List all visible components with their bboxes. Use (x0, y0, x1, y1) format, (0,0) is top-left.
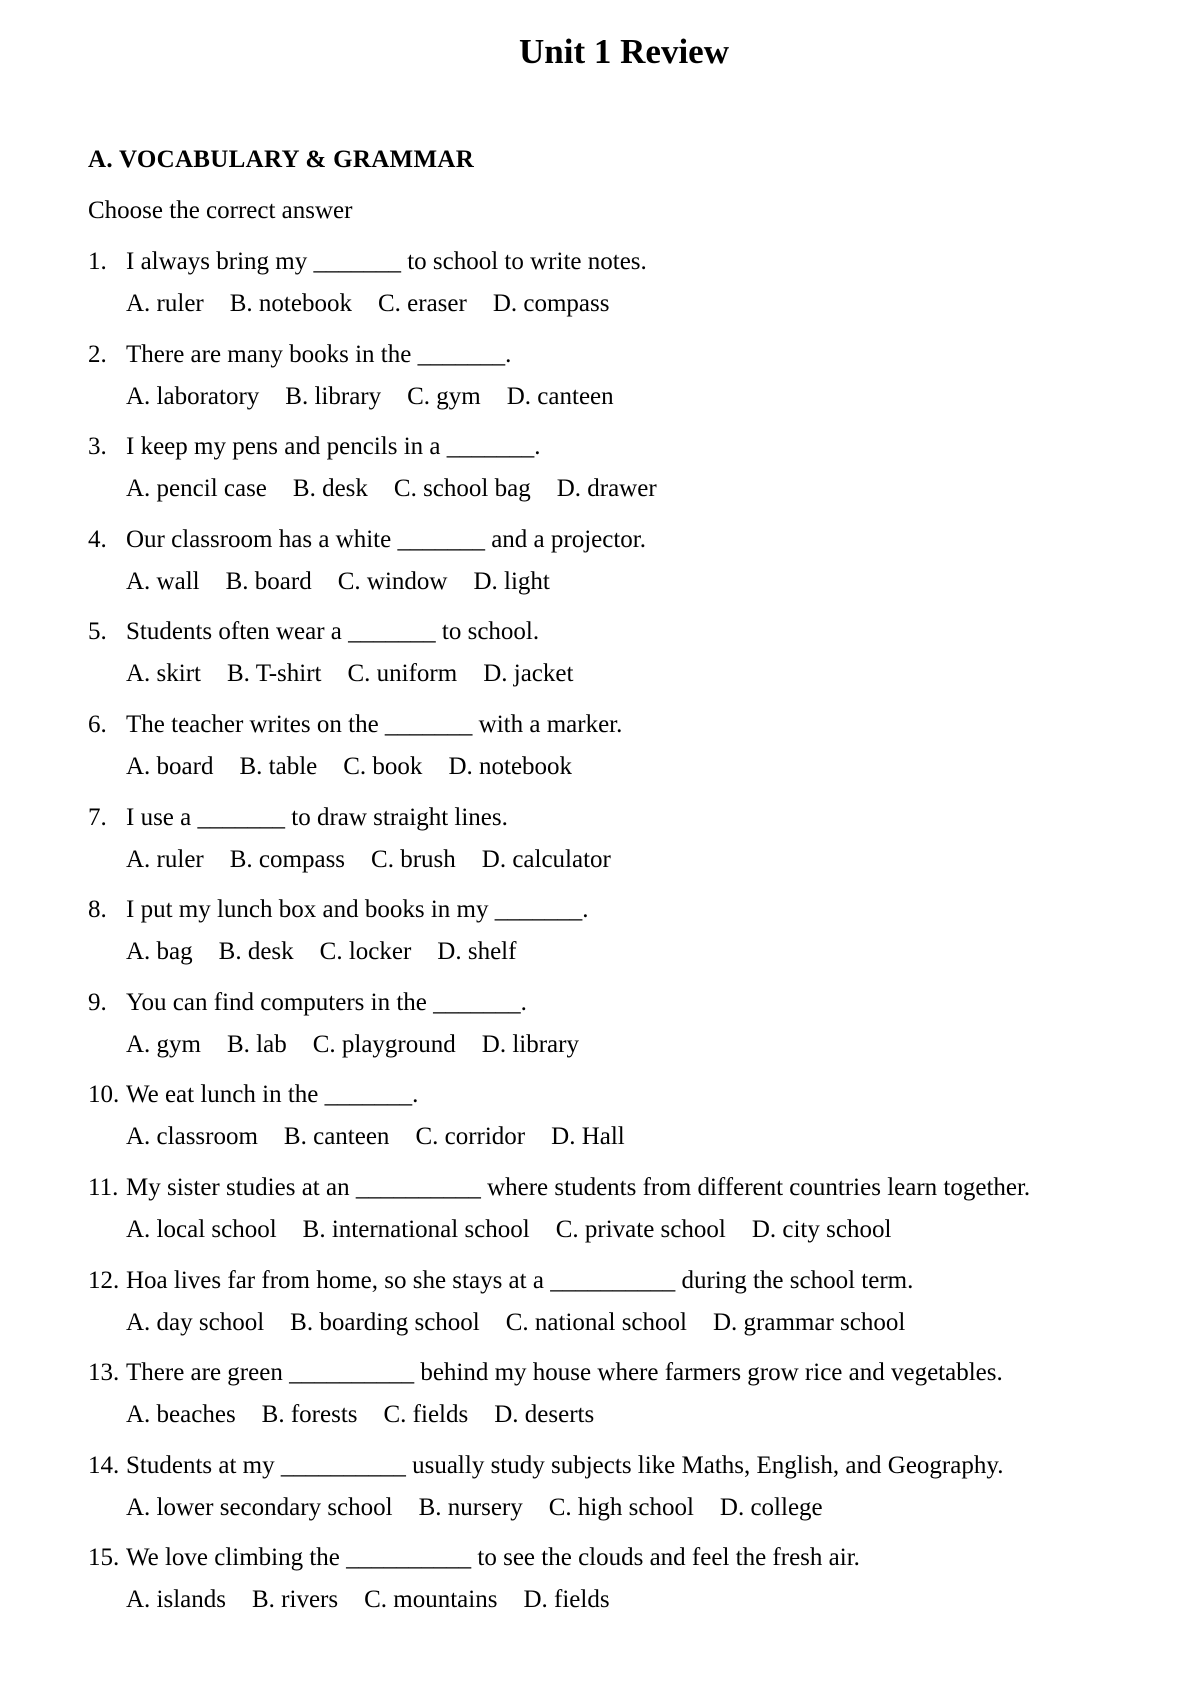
question-number: 13. (88, 1359, 120, 1387)
answer-option[interactable]: B. board (225, 567, 312, 595)
answer-options (126, 843, 637, 877)
answer-option[interactable]: A. day school (126, 1308, 265, 1336)
answer-options (126, 935, 542, 969)
answer-option[interactable]: C. locker (319, 938, 412, 966)
answer-option[interactable]: A. ruler (126, 290, 204, 317)
answer-option[interactable]: A. board (126, 752, 214, 780)
answer-option[interactable]: C. corridor (415, 1123, 526, 1151)
answer-option[interactable]: A. bag (126, 938, 193, 966)
question-item (88, 615, 1188, 708)
answer-option[interactable]: D. canteen (506, 382, 614, 410)
question-line (88, 1264, 913, 1298)
question-line (88, 1356, 1003, 1390)
answer-option[interactable]: A. ruler (126, 845, 204, 873)
question-item (88, 245, 1188, 338)
question-text: We love climbing the __________ to see the clouds and feel the fresh air. (126, 1544, 860, 1572)
answer-option[interactable]: C. fields (383, 1401, 469, 1429)
answer-option[interactable]: D. library (481, 1030, 579, 1058)
answer-option[interactable]: C. high school (548, 1493, 694, 1521)
question-number: 12. (88, 1266, 120, 1294)
answer-option[interactable]: C. mountains (364, 1586, 498, 1614)
question-text: You can find computers in the _______. (126, 988, 527, 1016)
question-text: Our classroom has a white _______ and a projector. (126, 525, 647, 553)
answer-option[interactable]: D. college (719, 1493, 823, 1521)
answer-option[interactable]: B. compass (229, 845, 346, 873)
answer-option[interactable]: C. gym (407, 382, 481, 410)
question-text: The teacher writes on the _______ with a marker. (126, 710, 623, 738)
answer-option[interactable]: A. islands (126, 1586, 226, 1614)
answer-option[interactable]: A. laboratory (126, 382, 260, 410)
answer-options (126, 380, 640, 414)
answer-option[interactable]: C. window (337, 567, 448, 595)
question-item (88, 430, 1188, 523)
answer-options (126, 750, 598, 784)
question-line (88, 245, 647, 279)
answer-option[interactable]: A. local school (126, 1215, 277, 1243)
question-line (88, 615, 539, 649)
answer-option[interactable]: D. deserts (494, 1401, 595, 1429)
section-heading: A. VOCABULARY & GRAMMAR (88, 146, 475, 173)
answer-option[interactable]: B. desk (218, 938, 294, 966)
answer-options (126, 1398, 620, 1432)
answer-options (126, 1213, 917, 1247)
question-item (88, 1078, 1188, 1171)
question-line (88, 986, 527, 1020)
question-line (88, 338, 511, 372)
question-line (88, 893, 588, 927)
question-text: We eat lunch in the _______. (126, 1081, 419, 1109)
question-number: 5. (88, 618, 107, 646)
question-text: There are many books in the _______. (126, 340, 512, 368)
answer-option[interactable]: A. classroom (126, 1123, 258, 1151)
answer-options (126, 472, 683, 506)
answer-option[interactable]: B. library (285, 382, 382, 410)
question-item (88, 338, 1188, 431)
answer-option[interactable]: B. desk (292, 475, 368, 503)
answer-option[interactable]: C. uniform (347, 660, 458, 688)
answer-options (126, 1583, 636, 1617)
answer-option[interactable]: B. rivers (252, 1586, 339, 1614)
answer-options (126, 1028, 605, 1062)
answer-option[interactable]: C. book (343, 752, 423, 780)
answer-option[interactable]: D. Hall (551, 1123, 625, 1151)
question-number: 1. (88, 248, 107, 275)
question-list (88, 245, 1188, 1634)
answer-options (126, 1306, 931, 1340)
question-text: I keep my pens and pencils in a _______. (126, 433, 541, 461)
answer-option[interactable]: D. jacket (483, 660, 574, 688)
answer-option[interactable]: C. school bag (393, 475, 531, 503)
question-number: 3. (88, 433, 107, 461)
question-line (88, 1078, 418, 1112)
question-line (88, 523, 646, 557)
question-number: 14. (88, 1451, 120, 1479)
answer-option[interactable]: B. canteen (283, 1123, 390, 1151)
answer-option[interactable]: D. calculator (481, 845, 611, 873)
answer-option[interactable]: B. international school (302, 1215, 530, 1243)
answer-option[interactable]: A. skirt (126, 660, 201, 688)
question-number: 9. (88, 988, 107, 1016)
question-line (88, 801, 508, 835)
answer-option[interactable]: D. fields (523, 1586, 610, 1614)
answer-option[interactable]: C. playground (312, 1030, 456, 1058)
answer-option[interactable]: A. wall (126, 567, 200, 595)
question-item (88, 893, 1188, 986)
answer-option[interactable]: D. drawer (556, 475, 657, 503)
question-text: Students at my __________ usually study subjects like Maths, English, and Geography. (126, 1451, 1004, 1479)
question-line (88, 708, 622, 742)
instruction-text: Choose the correct answer (88, 197, 353, 224)
question-line (88, 430, 541, 464)
answer-option[interactable]: D. light (473, 567, 550, 595)
question-item (88, 1449, 1188, 1542)
question-text: I put my lunch box and books in my _______. (126, 896, 589, 924)
question-item (88, 986, 1188, 1079)
question-number: 6. (88, 710, 107, 738)
answer-option[interactable]: D. notebook (448, 752, 573, 780)
answer-option[interactable]: C. private school (555, 1215, 726, 1243)
question-number: 8. (88, 896, 107, 924)
question-item (88, 708, 1188, 801)
answer-option[interactable]: C. brush (371, 845, 456, 873)
answer-options (126, 657, 599, 691)
answer-option[interactable]: D. city school (751, 1215, 892, 1243)
question-number: 4. (88, 525, 107, 553)
answer-option[interactable]: B. table (239, 752, 318, 780)
question-number: 10. (88, 1081, 120, 1109)
answer-option[interactable]: A. lower secondary school (126, 1493, 393, 1521)
question-text: Hoa lives far from home, so she stays at a __________ during the school term. (126, 1266, 914, 1294)
answer-option[interactable]: D. compass (492, 290, 610, 317)
answer-option[interactable]: A. beaches (126, 1401, 236, 1429)
page-title: Unit 1 Review (519, 32, 729, 71)
question-item (88, 1171, 1188, 1264)
answer-options (126, 565, 576, 599)
answer-option[interactable]: C. national school (505, 1308, 687, 1336)
answer-option[interactable]: B. lab (227, 1030, 287, 1058)
question-item (88, 1541, 1188, 1634)
answer-options (126, 1491, 849, 1525)
question-item (88, 801, 1188, 894)
question-line (88, 1541, 860, 1575)
question-number: 11. (88, 1173, 119, 1201)
answer-option[interactable]: D. grammar school (712, 1308, 906, 1336)
question-item (88, 1356, 1188, 1449)
answer-option[interactable]: B. forests (261, 1401, 358, 1429)
answer-option[interactable]: B. nursery (418, 1493, 523, 1521)
question-text: My sister studies at an __________ where students from different countries learn together. (126, 1173, 1031, 1201)
answer-options (126, 287, 635, 321)
answer-option[interactable]: B. boarding school (290, 1308, 480, 1336)
question-item (88, 1264, 1188, 1357)
answer-option[interactable]: A. gym (126, 1030, 201, 1058)
answer-option[interactable]: D. shelf (437, 938, 517, 966)
question-line (88, 1171, 1030, 1205)
answer-option[interactable]: B. T-shirt (227, 660, 322, 688)
answer-options (126, 1120, 651, 1154)
question-item (88, 523, 1188, 616)
question-number: 15. (88, 1544, 120, 1572)
question-text: There are green __________ behind my house where farmers grow rice and vegetables. (126, 1359, 1003, 1387)
question-text: I always bring my _______ to school to write notes. (126, 248, 647, 275)
question-text: Students often wear a _______ to school. (126, 618, 540, 646)
question-number: 2. (88, 340, 107, 368)
answer-option[interactable]: C. eraser (377, 290, 467, 317)
answer-option[interactable]: B. notebook (229, 290, 352, 317)
question-text: I use a _______ to draw straight lines. (126, 803, 508, 831)
question-line (88, 1449, 1003, 1483)
question-number: 7. (88, 803, 107, 831)
answer-option[interactable]: A. pencil case (126, 475, 267, 503)
